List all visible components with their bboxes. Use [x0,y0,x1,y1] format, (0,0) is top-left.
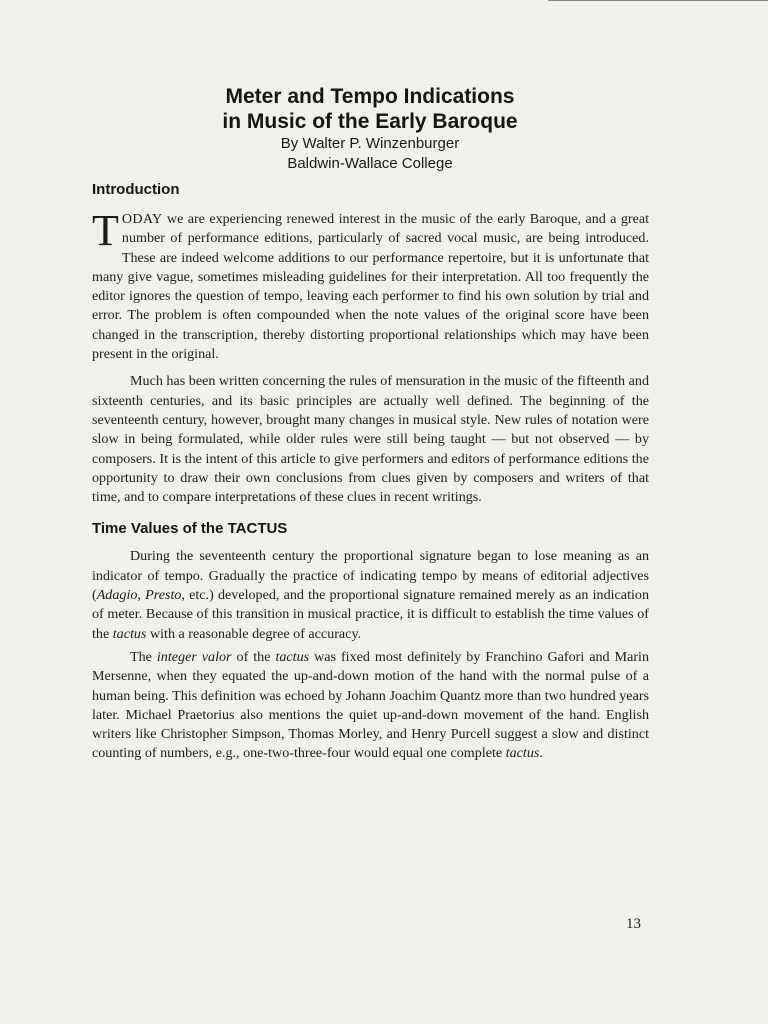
tactus-paragraph-2 [92,648,649,764]
article-header [0,84,740,174]
author-byline: By Walter P. Winzenburger [280,135,460,152]
drop-cap: T [92,206,119,255]
page-number: 13 [626,916,641,932]
page-edge-line [548,0,768,1]
article-body [92,180,649,764]
article-title-line-2: in Music of the Early Baroque [222,110,518,133]
text-run: of the [231,648,276,665]
italic-run: Adagio, Presto, [96,587,185,604]
italic-run: tactus [112,625,147,642]
italic-run: tactus [505,745,540,762]
text-run: . [539,745,543,762]
intro-paragraph-2: Much has been written concerning the rules of mensuration in the music of the fifteenth and sixteenth centuries, and its basic principles are actually well defined. The beginning of the seventeenth century, however, brought many changes in musical style. New rules of notation were slow in being formulated, while older rules were still being taught — but not observed — by composers. It is the intent of this article to give performers and editors of performance editions the opportunity to draw their own conclusions from clues given by composers and writers of that time, and to compare interpretations of these clues in recent writings. [92,373,649,506]
tactus-paragraph-1 [92,547,649,643]
italic-run: tactus [275,648,310,665]
italic-run: integer valor [156,648,232,665]
intro-paragraph-1 [92,206,649,364]
section-heading-introduction: Introduction [92,181,180,198]
text-run: During the seventeenth century the proportional signature began to lose meaning as an indicator of tempo. Gradually the practice of indicating tempo by means of editorial adjectives ( [92,548,649,604]
section-heading-tactus: Time Values of the TACTUS [92,520,288,538]
text-run: with a reasonable degree of accuracy. [146,625,362,642]
text-run: The [130,648,157,665]
author-affiliation: Baldwin-Wallace College [287,155,453,172]
paragraph-text: we are experiencing renewed interest in the music of the early Baroque, and a great number of performance editions, particularly of sacred vocal music, are being introduced. These are indeed welcome additions to our performance repertoire, but it is unfortunate that many give vague, sometimes misleading guidelines for their interpretation. All too frequently the editor ignores the question of tempo, leaving each performer to find his own solution by trial and error. The problem is often compounded when the note values of the original score have been changed in the transcription, thereby distorting proportional relationships which may have been present in the original. [92,211,649,363]
text-run: was fixed most definitely by Franchino Gafori and Marin Mersenne, when they equated the up-and-down motion of the hand with the normal pulse of a human being. This definition was echoed by Johann Joachim Quantz more than two hundred years later. Michael Praetorius also mentions the quiet up-and-down movement of the hand. English writers like Christopher Simpson, Thomas Morley, and Henry Purcell suggest a slow and distinct counting of numbers, e.g., one-two-three-four would equal one complete [92,648,649,762]
lead-word: ODAY [121,211,163,227]
text-run: etc.) developed, and the proportional signature remained merely as an indication of meter. Because of this transition in musical practice, it is difficult to establish the time values of the [92,587,649,642]
article-title-line-1: Meter and Tempo Indications [225,85,515,108]
